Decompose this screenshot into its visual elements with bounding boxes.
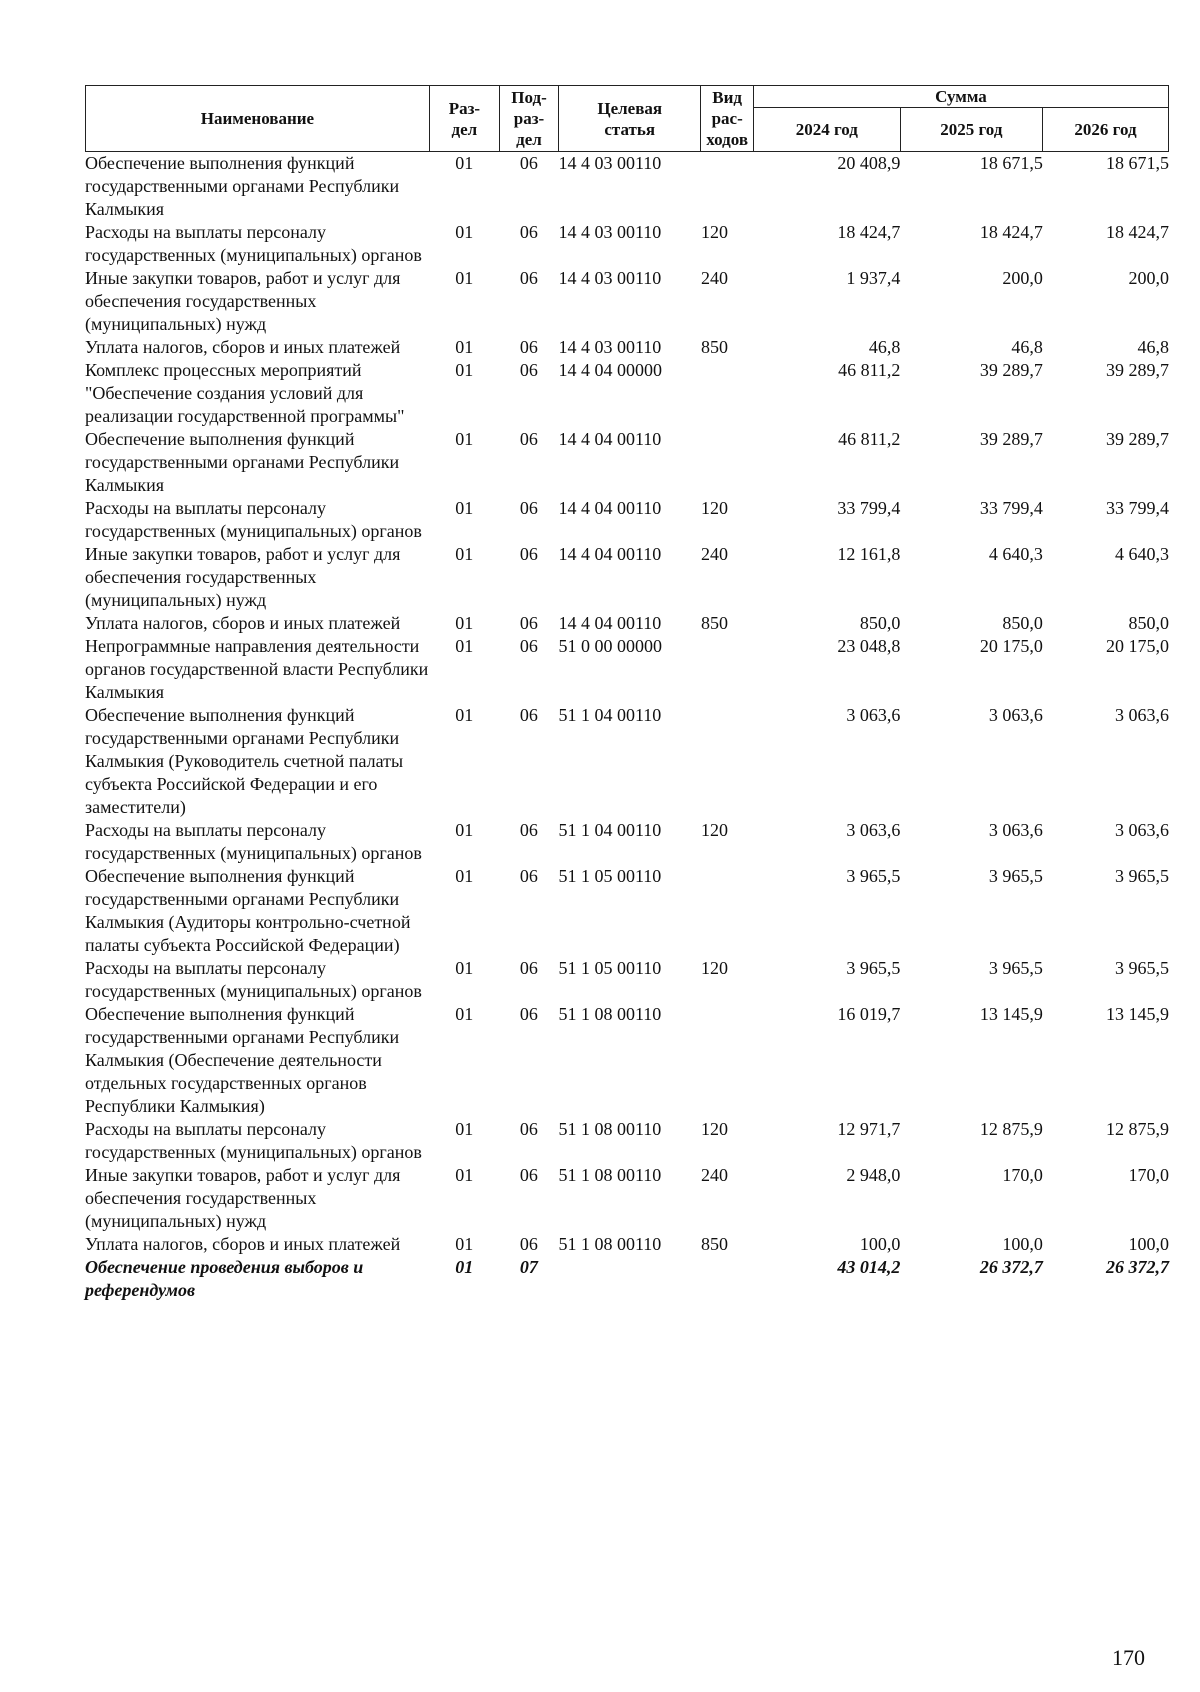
row-sum-2025: 18 424,7 (979, 222, 1043, 242)
row-tselevaya-statya: 51 1 05 00110 (558, 958, 662, 978)
row-name: Иные закупки товаров, работ и услуг для обеспечения государственных (муниципальных) нужд (85, 544, 401, 610)
row-vid-raskhodov (701, 1256, 754, 1302)
row-sum-2025: 3 965,5 (988, 958, 1043, 978)
row-tselevaya-statya: 51 1 04 00110 (558, 705, 662, 725)
row-razdel: 01 (455, 705, 474, 725)
row-sum-2024: 12 971,7 (837, 1119, 901, 1139)
row-vid-raskhodov: 120 (700, 222, 728, 242)
header-razdel: Раз- дел (429, 86, 499, 152)
row-sum-2024: 2 948,0 (846, 1165, 901, 1185)
row-sum-2026: 26 372,7 (1106, 1257, 1169, 1277)
table-row (85, 612, 1169, 635)
row-name: Обеспечение выполнения функций государственными органами Республики Калмыкия (Руководитель счетной палаты субъекта Российской Федерации и его заместители) (85, 705, 404, 817)
row-sum-2025: 4 640,3 (988, 544, 1043, 564)
row-podrazdel: 06 (519, 1004, 538, 1024)
row-name: Расходы на выплаты персоналу государственных (муниципальных) органов (85, 820, 422, 863)
row-tselevaya-statya: 14 4 04 00110 (558, 429, 662, 449)
row-tselevaya-statya: 51 1 08 00110 (558, 1119, 662, 1139)
table-row (85, 704, 1169, 819)
row-sum-2024: 33 799,4 (837, 498, 901, 518)
row-sum-2024: 20 408,9 (837, 153, 901, 173)
row-name: Иные закупки товаров, работ и услуг для обеспечения государственных (муниципальных) нужд (85, 268, 401, 334)
row-sum-2025: 46,8 (1011, 337, 1043, 357)
row-razdel: 01 (455, 153, 474, 173)
row-razdel: 01 (455, 360, 474, 380)
row-name: Расходы на выплаты персоналу государственных (муниципальных) органов (85, 1119, 422, 1162)
row-sum-2026: 20 175,0 (1106, 636, 1169, 656)
row-sum-2025: 3 965,5 (988, 866, 1043, 886)
row-podrazdel: 06 (519, 613, 538, 633)
row-sum-2026: 3 063,6 (1115, 820, 1169, 840)
row-vid-raskhodov: 240 (700, 1165, 728, 1185)
row-sum-2025: 3 063,6 (988, 820, 1043, 840)
row-vid-raskhodov (701, 152, 754, 221)
row-tselevaya-statya: 14 4 04 00110 (558, 544, 662, 564)
row-sum-2024: 3 063,6 (846, 820, 901, 840)
row-tselevaya-statya: 14 4 04 00110 (558, 498, 662, 518)
row-sum-2025: 20 175,0 (979, 636, 1043, 656)
header-podrazdel: Под- раз- дел (499, 86, 558, 152)
table-row (85, 1164, 1169, 1233)
row-razdel: 01 (455, 498, 474, 518)
table-row (85, 1233, 1169, 1256)
row-razdel: 01 (455, 1165, 474, 1185)
row-tselevaya-statya: 14 4 04 00110 (558, 613, 662, 633)
row-vid-raskhodov: 120 (700, 820, 728, 840)
row-tselevaya-statya: 51 1 04 00110 (558, 820, 662, 840)
row-sum-2025: 850,0 (1002, 613, 1043, 633)
row-tselevaya-statya: 14 4 03 00110 (558, 268, 662, 288)
row-sum-2026: 850,0 (1128, 613, 1169, 633)
row-razdel: 01 (455, 1257, 474, 1277)
row-sum-2025: 13 145,9 (979, 1004, 1043, 1024)
row-tselevaya-statya: 51 0 00 00000 (558, 636, 662, 656)
row-name: Обеспечение проведения выборов и референдумов (85, 1257, 364, 1300)
row-sum-2024: 43 014,2 (837, 1257, 901, 1277)
row-tselevaya-statya: 14 4 03 00110 (558, 222, 662, 242)
row-podrazdel: 07 (519, 1257, 538, 1277)
row-tselevaya-statya: 14 4 04 00000 (558, 360, 662, 380)
row-sum-2025: 200,0 (1002, 268, 1043, 288)
row-razdel: 01 (455, 636, 474, 656)
row-podrazdel: 06 (519, 337, 538, 357)
budget-document (85, 85, 1169, 1302)
row-sum-2025: 18 671,5 (979, 153, 1043, 173)
row-sum-2024: 12 161,8 (837, 544, 901, 564)
row-name: Обеспечение выполнения функций государственными органами Республики Калмыкия (85, 153, 400, 219)
row-tselevaya-statya: 51 1 08 00110 (558, 1004, 662, 1024)
row-name: Обеспечение выполнения функций государственными органами Республики Калмыкия (Аудиторы контрольно-счетной палаты субъекта Российской Федерации) (85, 866, 411, 955)
row-vid-raskhodov: 850 (700, 1234, 728, 1254)
row-name: Обеспечение выполнения функций государственными органами Республики Калмыкия (Обеспечение деятельности отдельных государственных органов Республики Калмыкия) (85, 1004, 400, 1116)
row-sum-2026: 3 965,5 (1115, 958, 1169, 978)
row-sum-2026: 4 640,3 (1115, 544, 1169, 564)
row-podrazdel: 06 (519, 1234, 538, 1254)
row-vid-raskhodov: 850 (700, 613, 728, 633)
row-sum-2025: 100,0 (1002, 1234, 1043, 1254)
row-sum-2024: 850,0 (859, 613, 901, 633)
row-sum-2024: 1 937,4 (846, 268, 901, 288)
table-row (85, 267, 1169, 336)
row-sum-2026: 3 063,6 (1115, 705, 1169, 725)
row-podrazdel: 06 (519, 820, 538, 840)
row-sum-2026: 170,0 (1128, 1165, 1169, 1185)
row-sum-2025: 3 063,6 (988, 705, 1043, 725)
table-row (85, 1256, 1169, 1302)
table-row (85, 221, 1169, 267)
row-sum-2026: 200,0 (1128, 268, 1169, 288)
table-row (85, 819, 1169, 865)
row-sum-2025: 33 799,4 (979, 498, 1043, 518)
table-row (85, 543, 1169, 612)
table-row (85, 497, 1169, 543)
table-row (85, 865, 1169, 957)
table-row (85, 336, 1169, 359)
row-sum-2026: 33 799,4 (1106, 498, 1169, 518)
row-sum-2025: 39 289,7 (979, 360, 1043, 380)
row-name: Расходы на выплаты персоналу государственных (муниципальных) органов (85, 498, 422, 541)
table-body (85, 152, 1169, 1302)
row-name: Расходы на выплаты персоналу государственных (муниципальных) органов (85, 222, 422, 265)
row-vid-raskhodov: 120 (700, 498, 728, 518)
row-sum-2026: 3 965,5 (1115, 866, 1169, 886)
row-podrazdel: 06 (519, 866, 538, 886)
row-tselevaya-statya: 51 1 05 00110 (558, 866, 662, 886)
row-sum-2024: 16 019,7 (837, 1004, 901, 1024)
table-header (85, 85, 1169, 152)
header-year-2024: 2024 год (753, 108, 900, 152)
row-vid-raskhodov: 240 (700, 544, 728, 564)
row-razdel: 01 (455, 820, 474, 840)
table-row (85, 957, 1169, 1003)
row-podrazdel: 06 (519, 429, 538, 449)
row-sum-2024: 23 048,8 (837, 636, 901, 656)
row-tselevaya-statya: 14 4 03 00110 (558, 153, 662, 173)
row-podrazdel: 06 (519, 1119, 538, 1139)
row-sum-2024: 46 811,2 (838, 360, 901, 380)
row-razdel: 01 (455, 337, 474, 357)
row-sum-2026: 46,8 (1137, 337, 1169, 357)
row-razdel: 01 (455, 1119, 474, 1139)
row-razdel: 01 (455, 429, 474, 449)
row-vid-raskhodov (701, 428, 754, 497)
row-vid-raskhodov (701, 1003, 754, 1118)
row-razdel: 01 (455, 1004, 474, 1024)
header-tselevaya-statya: Целевая статья (559, 86, 701, 152)
row-podrazdel: 06 (519, 222, 538, 242)
row-tselevaya-statya: 14 4 03 00110 (558, 337, 662, 357)
row-name: Уплата налогов, сборов и иных платежей (85, 337, 401, 357)
row-podrazdel: 06 (519, 958, 538, 978)
row-vid-raskhodov (701, 359, 754, 428)
row-razdel: 01 (455, 268, 474, 288)
row-vid-raskhodov (701, 635, 754, 704)
table-row (85, 428, 1169, 497)
row-razdel: 01 (455, 222, 474, 242)
row-sum-2025: 12 875,9 (979, 1119, 1043, 1139)
row-razdel: 01 (455, 544, 474, 564)
row-sum-2026: 100,0 (1128, 1234, 1169, 1254)
row-sum-2024: 100,0 (859, 1234, 901, 1254)
row-name: Обеспечение выполнения функций государственными органами Республики Калмыкия (85, 429, 400, 495)
row-sum-2024: 18 424,7 (837, 222, 901, 242)
row-sum-2025: 39 289,7 (979, 429, 1043, 449)
row-sum-2024: 46,8 (868, 337, 901, 357)
row-name: Иные закупки товаров, работ и услуг для обеспечения государственных (муниципальных) нужд (85, 1165, 401, 1231)
row-podrazdel: 06 (519, 268, 538, 288)
table-row (85, 635, 1169, 704)
row-vid-raskhodov: 120 (700, 958, 728, 978)
row-tselevaya-statya (558, 1256, 700, 1302)
row-name: Уплата налогов, сборов и иных платежей (85, 613, 401, 633)
row-vid-raskhodov (701, 704, 754, 819)
row-sum-2024: 3 965,5 (846, 866, 901, 886)
row-razdel: 01 (455, 866, 474, 886)
row-sum-2026: 13 145,9 (1106, 1004, 1169, 1024)
row-razdel: 01 (455, 1234, 474, 1254)
row-sum-2025: 170,0 (1002, 1165, 1043, 1185)
header-name: Наименование (86, 86, 430, 152)
table-row (85, 359, 1169, 428)
row-podrazdel: 06 (519, 1165, 538, 1185)
row-sum-2026: 39 289,7 (1106, 429, 1169, 449)
row-tselevaya-statya: 51 1 08 00110 (558, 1234, 662, 1254)
row-sum-2024: 46 811,2 (838, 429, 901, 449)
row-podrazdel: 06 (519, 360, 538, 380)
table-row (85, 1118, 1169, 1164)
row-sum-2026: 12 875,9 (1106, 1119, 1169, 1139)
row-name: Расходы на выплаты персоналу государственных (муниципальных) органов (85, 958, 422, 1001)
table-row (85, 152, 1169, 221)
row-vid-raskhodov: 120 (700, 1119, 728, 1139)
row-podrazdel: 06 (519, 705, 538, 725)
row-podrazdel: 06 (519, 153, 538, 173)
row-name: Уплата налогов, сборов и иных платежей (85, 1234, 401, 1254)
row-vid-raskhodov (701, 865, 754, 957)
row-vid-raskhodov: 850 (700, 337, 728, 357)
row-tselevaya-statya: 51 1 08 00110 (558, 1165, 662, 1185)
row-podrazdel: 06 (519, 636, 538, 656)
row-name: Комплекс процессных мероприятий "Обеспечение создания условий для реализации государственной программы" (85, 360, 405, 426)
row-sum-2024: 3 063,6 (846, 705, 901, 725)
row-sum-2025: 26 372,7 (979, 1257, 1043, 1277)
row-podrazdel: 06 (519, 498, 538, 518)
header-year-2025: 2025 год (900, 108, 1042, 152)
row-sum-2024: 3 965,5 (846, 958, 901, 978)
row-podrazdel: 06 (519, 544, 538, 564)
row-razdel: 01 (455, 613, 474, 633)
row-vid-raskhodov: 240 (700, 268, 728, 288)
row-name: Непрограммные направления деятельности органов государственной власти Республики Калмыкия (85, 636, 429, 702)
header-summa: Сумма (753, 86, 1168, 108)
row-sum-2026: 18 424,7 (1106, 222, 1169, 242)
row-sum-2026: 18 671,5 (1106, 153, 1169, 173)
header-vid-raskhodov: Вид рас- ходов (701, 86, 754, 152)
header-year-2026: 2026 год (1043, 108, 1169, 152)
row-razdel: 01 (455, 958, 474, 978)
page-number: 170 (1112, 1645, 1145, 1670)
row-sum-2026: 39 289,7 (1106, 360, 1169, 380)
table-row (85, 1003, 1169, 1118)
